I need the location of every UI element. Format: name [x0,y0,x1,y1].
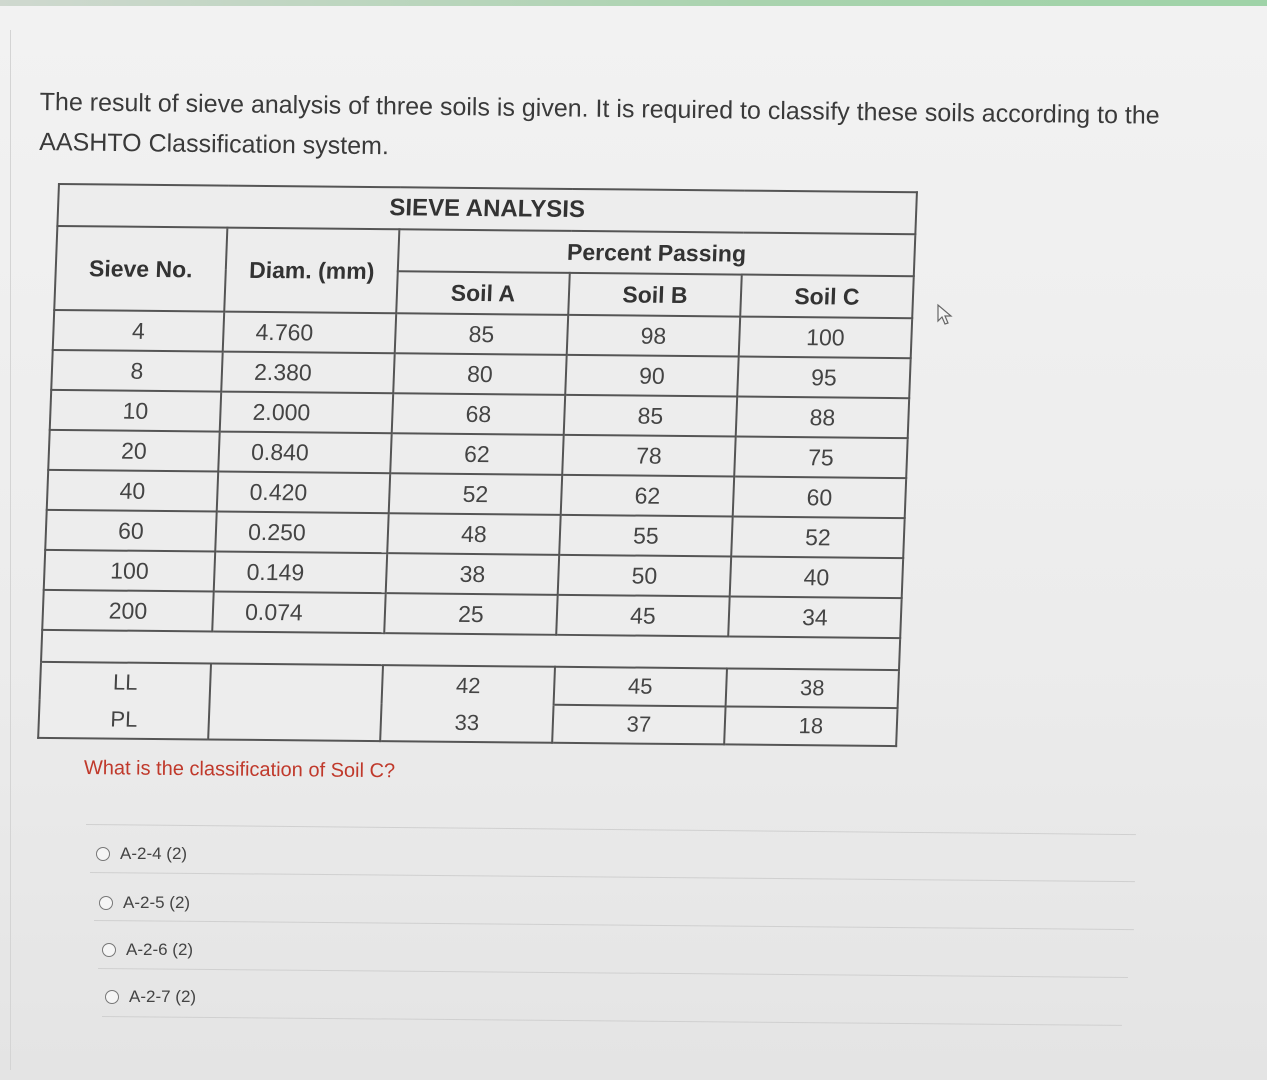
sieve-cell: 8 [51,350,222,392]
soil-a-cell: 62 [390,433,563,475]
option-label: A-2-4 (2) [120,844,188,863]
soil-c-cell: 34 [728,596,901,638]
top-accent-bar [0,0,1267,6]
option-label: A-2-6 (2) [126,940,194,959]
header-soil-c: Soil C [740,275,914,319]
soil-b-cell: 98 [567,315,740,357]
soil-b-cell: 50 [558,555,731,597]
option-a-2-6[interactable] [102,940,193,960]
sieve-cell: 20 [48,430,219,472]
option-divider [94,920,1134,930]
soil-c-cell: 75 [734,437,907,479]
header-soil-a: Soil A [396,271,570,315]
soil-c-ll-cell: 38 [726,668,899,708]
soil-b-cell: 45 [556,595,729,637]
diam-cell: 0.420 [217,472,390,514]
soil-c-cell: 60 [733,477,906,519]
soil-b-cell: 55 [559,515,732,557]
soil-a-cell: 38 [386,553,559,595]
radio-button-icon[interactable] [102,943,116,957]
soil-c-cell: 40 [730,556,903,598]
limit-label-cell: LL [40,662,211,702]
soil-b-cell: 78 [562,435,735,477]
sieve-cell: 200 [42,590,213,632]
header-sieve-no: Sieve No. [54,226,227,312]
diam-cell: 0.149 [214,552,387,594]
soil-c-pl-cell: 18 [724,706,897,746]
soil-a-cell: 25 [384,593,557,635]
option-divider [98,968,1128,978]
soil-a-cell: 52 [389,473,562,515]
radio-button-icon[interactable] [99,896,113,910]
option-divider [102,1016,1122,1026]
diam-cell: 2.000 [220,392,393,434]
option-divider [90,872,1135,882]
option-label: A-2-7 (2) [129,987,197,1006]
soil-c-cell: 88 [736,397,909,439]
option-a-2-7[interactable] [105,987,196,1007]
diam-cell: 0.074 [212,592,385,634]
option-a-2-4[interactable] [96,844,187,864]
left-divider [10,30,11,1070]
sieve-analysis-table [37,183,918,747]
sieve-cell: 60 [45,510,216,552]
header-soil-b: Soil B [568,273,742,317]
soil-a-ll-cell: 42 [382,665,555,705]
question-text: The result of sieve analysis of three soils is given. It is required to classify these soils according to the AASHTO Classification system. [39,87,1160,161]
soil-a-pl-cell: 33 [380,703,553,743]
sieve-analysis-table-wrapper [37,183,918,747]
diam-cell: 0.840 [218,432,391,474]
mouse-pointer-icon [936,303,956,327]
soil-c-cell: 100 [739,317,912,359]
diam-cell: 4.760 [223,312,396,354]
sieve-cell: 100 [44,550,215,592]
soil-b-cell: 90 [565,355,738,397]
soil-c-cell: 52 [731,516,904,558]
option-label: A-2-5 (2) [123,893,191,912]
soil-a-cell: 80 [393,353,566,395]
soil-a-cell: 68 [392,393,565,435]
soil-a-cell: 85 [395,313,568,355]
diam-cell: 2.380 [221,352,394,394]
empty-cell [208,663,383,741]
radio-button-icon[interactable] [96,847,110,861]
option-a-2-5[interactable] [99,893,190,913]
soil-c-cell: 95 [737,357,910,399]
limit-label-cell: PL [38,700,209,740]
soil-b-cell: 85 [564,395,737,437]
soil-a-cell: 48 [387,513,560,555]
soil-b-pl-cell: 37 [552,705,725,745]
soil-b-cell: 62 [561,475,734,517]
sub-question: What is the classification of Soil C? [83,757,396,783]
header-diameter: Diam. (mm) [224,228,399,314]
header-percent-passing: Percent Passing [398,229,916,276]
table-title: SIEVE ANALYSIS [57,184,917,234]
soil-b-ll-cell: 45 [554,667,727,707]
sieve-cell: 10 [50,390,221,432]
sieve-cell: 4 [53,310,224,352]
sieve-cell: 40 [47,470,218,512]
table-row-pl [38,700,897,746]
radio-button-icon[interactable] [105,990,119,1004]
option-divider [86,824,1136,835]
diam-cell: 0.250 [215,512,388,554]
